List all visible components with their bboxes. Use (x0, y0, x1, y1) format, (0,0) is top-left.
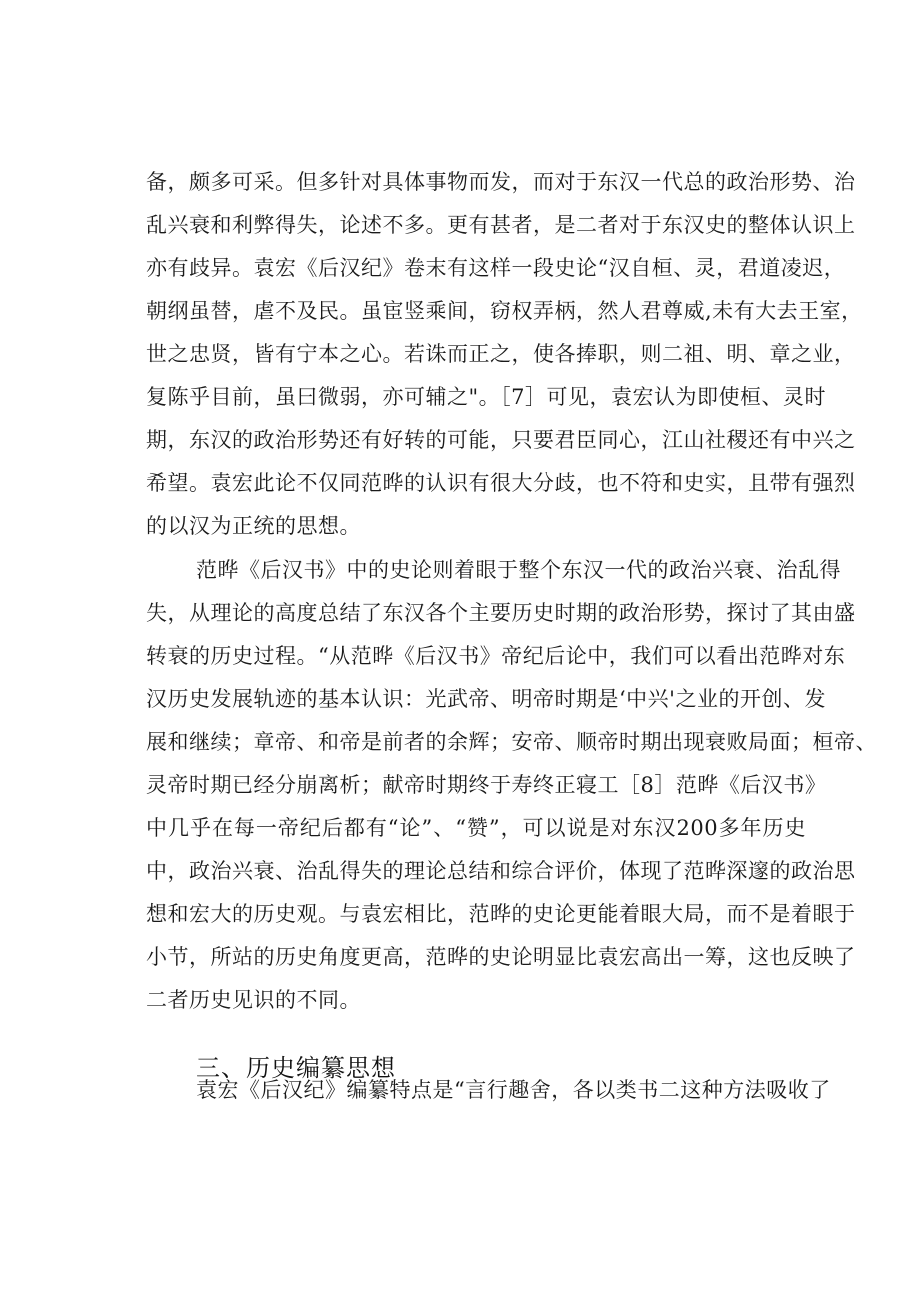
paragraph-line: 灵帝时期已经分崩离析；献帝时期终于寿终正寝工［8］范晔《后汉书》 (146, 773, 827, 797)
paragraph-line: 中，政治兴衰、治乱得失的理论总结和综合评价，体现了范晔深邃的政治思 (146, 859, 856, 883)
section-heading: 三、历史编纂思想 (196, 1053, 396, 1082)
paragraph-line: 亦有歧异。袁宏《后汉纪》卷末有这样一段史论“汉自桓、灵，君道凌迟， (146, 256, 846, 280)
paragraph-line: 二者历史见识的不同。 (146, 988, 361, 1012)
paragraph-line: 的以汉为正统的思想。 (146, 514, 361, 538)
paragraph-line: 朝纲虽替，虐不及民。虽宦竖乘间，窃权弄柄，然人君尊威,未有大去王室， (146, 299, 863, 323)
paragraph-line: 袁宏《后汉纪》编纂特点是“言行趣舍，各以类书二这种方法吸收了 (196, 1078, 831, 1102)
paragraph-line: 展和继续；章帝、和帝是前者的余辉；安帝、顺帝时期出现衰败局面；桓帝、 (146, 730, 877, 754)
paragraph-line: 小节，所站的历史角度更高，范晔的史论明显比袁宏高出一筹，这也反映了 (146, 945, 856, 969)
paragraph-line: 范晔《后汉书》中的史论则着眼于整个东汉一代的政治兴衰、治乱得 (196, 558, 841, 582)
paragraph-line: 乱兴衰和利弊得失，论述不多。更有甚者，是二者对于东汉史的整体认识上 (146, 213, 856, 237)
paragraph-line: 世之忠贤，皆有宁本之心。若诛而正之，使各捧职，则二祖、明、章之业， (146, 342, 856, 366)
paragraph-line: 备，颇多可采。但多针对具体事物而发，而对于东汉一代总的政治形势、治 (146, 170, 856, 194)
paragraph-line: 期，东汉的政治形势还有好转的可能，只要君臣同心，江山社稷还有中兴之 (146, 428, 856, 452)
paragraph-line: 失，从理论的高度总结了东汉各个主要历史时期的政治形势，探讨了其由盛 (146, 601, 856, 625)
paragraph-line: 转衰的历史过程。“从范晔《后汉书》帝纪后论中，我们可以看出范晔对东 (146, 644, 846, 668)
paragraph-line: 中几乎在每一帝纪后都有“论”、“赞”，可以说是对东汉200多年历史 (146, 816, 806, 840)
paragraph-line: 汉历史发展轨迹的基本认识：光武帝、明帝时期是‘中兴'之业的开创、发 (146, 687, 826, 711)
paragraph-line: 想和宏大的历史观。与袁宏相比，范晔的史论更能着眼大局，而不是着眼于 (146, 902, 856, 926)
paragraph-line: 希望。袁宏此论不仅同范晔的认识有很大分歧，也不符和史实，且带有强烈 (146, 471, 856, 495)
paragraph-line: 复陈乎目前，虽曰微弱，亦可辅之"。［7］可见，袁宏认为即使桓、灵时 (146, 385, 827, 409)
